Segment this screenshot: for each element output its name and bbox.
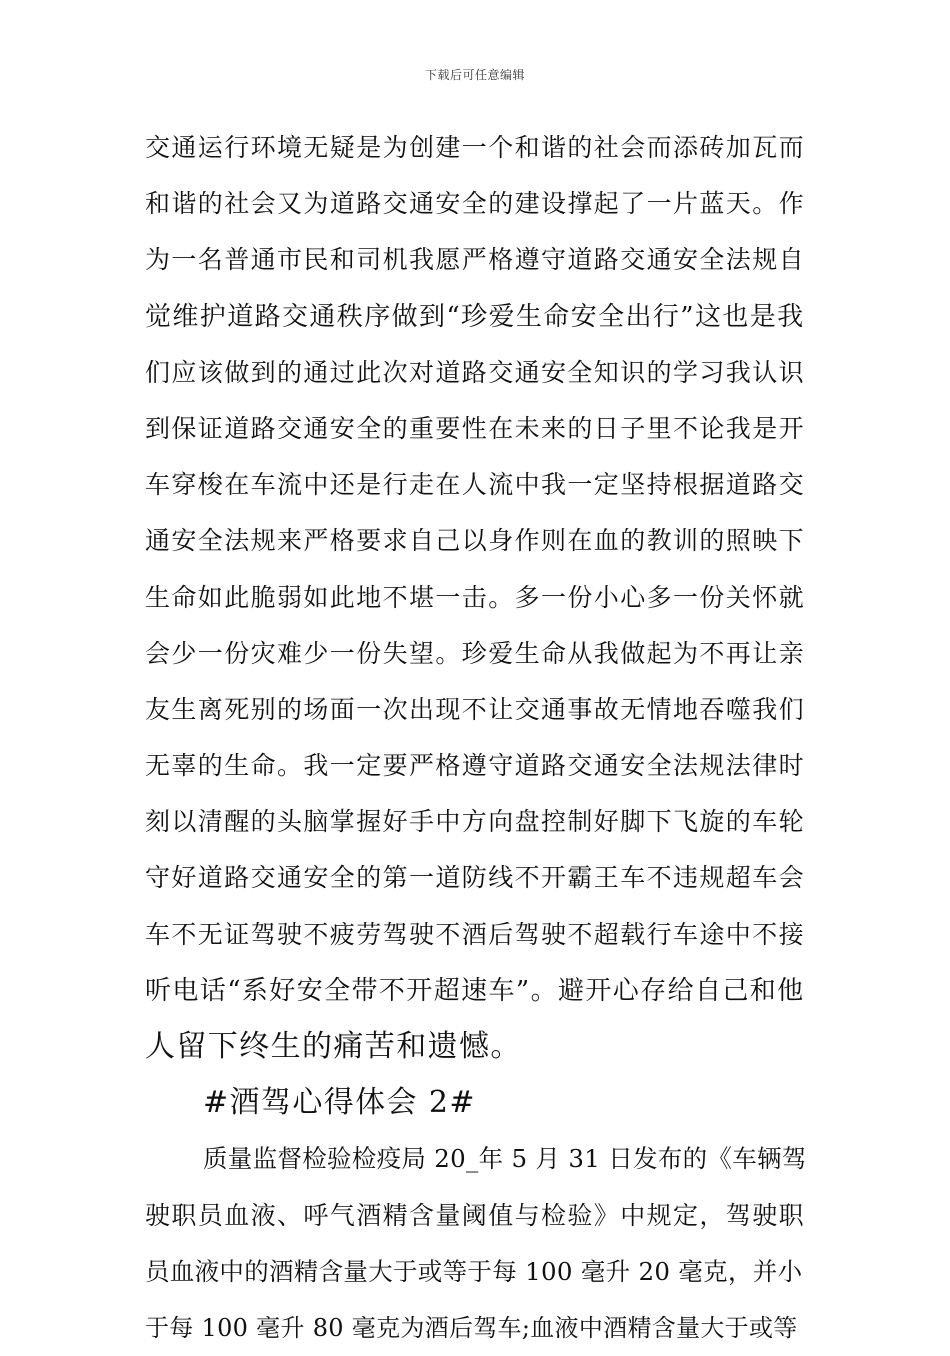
text-line: 人留下终生的痛苦和遗憾。 bbox=[145, 1029, 522, 1064]
text-line: 质量监督检验检疫局 20_年 5 月 31 日发布的《车辆驾 bbox=[203, 1144, 807, 1174]
text-line: 觉维护道路交通秩序做到“珍爱生命安全出行”这也是我 bbox=[145, 301, 805, 332]
text-line: 员血液中的酒精含量大于或等于每 100 毫升 20 毫克，并小 bbox=[145, 1256, 803, 1286]
text-line: 们应该做到的通过此次对道路交通安全知识的学习我认识 bbox=[145, 357, 806, 387]
document-body bbox=[145, 120, 809, 1356]
text-line: 车不无证驾驶不疲劳驾驶不酒后驾驶不超载行车途中不接 bbox=[145, 919, 806, 949]
text-line: 会少一份灾难少一份失望。珍爱生命从我做起为不再让亲 bbox=[145, 638, 806, 668]
text-line: 于每 100 毫升 80 毫克为酒后驾车;血液中酒精含量大于或等 bbox=[145, 1313, 798, 1342]
text-line: 到保证道路交通安全的重要性在未来的日子里不论我是开 bbox=[145, 413, 806, 443]
text-line: 交通运行环境无疑是为创建一个和谐的社会而添砖加瓦而 bbox=[145, 133, 806, 162]
text-line: 和谐的社会又为道路交通安全的建设撑起了一片蓝天。作 bbox=[145, 189, 806, 219]
text-line: 车穿梭在车流中还是行走在人流中我一定坚持根据道路交 bbox=[145, 470, 806, 500]
text-line: 守好道路交通安全的第一道防线不开霸王车不违规超车会 bbox=[145, 863, 806, 893]
page-header: 下载后可任意编辑 bbox=[424, 68, 525, 82]
text-line: 友生离死别的场面一次出现不让交通事故无情地吞噬我们 bbox=[145, 694, 806, 724]
section-heading: #酒驾心得体会 2# bbox=[203, 1085, 476, 1121]
text-line: 驶职员血液、呼气酒精含量阈值与检验》中规定，驾驶职 bbox=[145, 1200, 806, 1230]
text-line: 生命如此脆弱如此地不堪一击。多一份小心多一份关怀就 bbox=[145, 582, 806, 612]
text-line: 听电话“系好安全带不开超速车”。避开心存给自己和他 bbox=[145, 975, 805, 1006]
text-line: 无辜的生命。我一定要严格遵守道路交通安全法规法律时 bbox=[145, 751, 806, 781]
text-line: 刻以清醒的头脑掌握好手中方向盘控制好脚下飞旋的车轮 bbox=[145, 807, 806, 837]
text-line: 为一名普通市民和司机我愿严格遵守道路交通安全法规自 bbox=[145, 245, 806, 275]
text-line: 通安全法规来严格要求自己以身作则在血的教训的照映下 bbox=[145, 526, 806, 556]
